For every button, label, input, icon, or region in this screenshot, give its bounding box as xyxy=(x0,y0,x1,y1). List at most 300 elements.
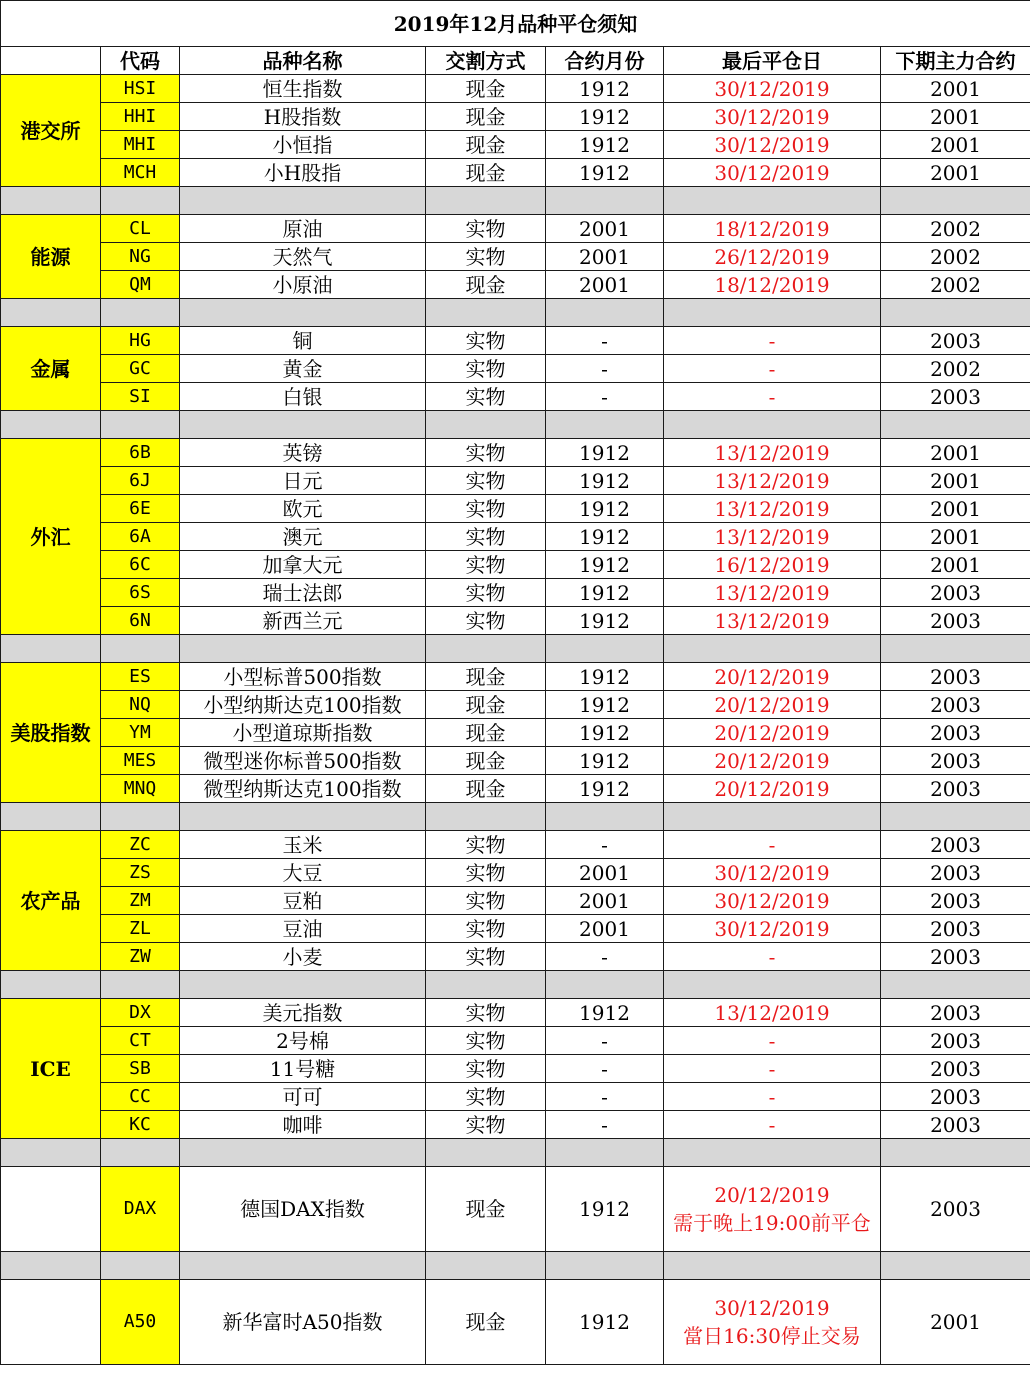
separator-cell xyxy=(664,1252,881,1280)
cell-last-date: 30/12/2019 xyxy=(664,131,881,159)
table-row xyxy=(1,691,1030,719)
separator-cell xyxy=(1,411,101,439)
table-row xyxy=(1,859,1030,887)
cell-name: 小型纳斯达克100指数 xyxy=(180,691,426,719)
cell-code: 6J xyxy=(101,467,180,495)
cell-month: 1912 xyxy=(546,1167,664,1252)
separator-cell xyxy=(1,299,101,327)
cell-code: ZL xyxy=(101,915,180,943)
cell-name: 德国DAX指数 xyxy=(180,1167,426,1252)
cell-code: ES xyxy=(101,663,180,691)
cell-code: DAX xyxy=(101,1167,180,1252)
cell-next-contract: 2003 xyxy=(881,915,1030,943)
last-date-note: 當日16:30停止交易 xyxy=(683,1324,861,1348)
cell-delivery: 现金 xyxy=(426,691,546,719)
cell-code: MCH xyxy=(101,159,180,187)
cell-last-date: 18/12/2019 xyxy=(664,271,881,299)
cell-name: 加拿大元 xyxy=(180,551,426,579)
table-row xyxy=(1,383,1030,411)
cell-name: 小型道琼斯指数 xyxy=(180,719,426,747)
cell-delivery: 实物 xyxy=(426,1027,546,1055)
category-label: 美股指数 xyxy=(1,663,101,803)
separator-cell xyxy=(426,971,546,999)
table-row xyxy=(1,131,1030,159)
cell-month: 1912 xyxy=(546,579,664,607)
table-row xyxy=(1,887,1030,915)
cell-delivery: 实物 xyxy=(426,943,546,971)
header-code: 代码 xyxy=(101,47,180,75)
separator-cell xyxy=(180,1252,426,1280)
cell-last-date: - xyxy=(664,943,881,971)
cell-delivery: 实物 xyxy=(426,1111,546,1139)
cell-next-contract: 2003 xyxy=(881,1083,1030,1111)
cell-month: 1912 xyxy=(546,103,664,131)
cell-next-contract: 2003 xyxy=(881,579,1030,607)
table-row xyxy=(1,831,1030,859)
category-label: 农产品 xyxy=(1,831,101,971)
cell-delivery: 现金 xyxy=(426,1167,546,1252)
cell-month: 1912 xyxy=(546,523,664,551)
cell-month: 2001 xyxy=(546,243,664,271)
separator-cell xyxy=(1,635,101,663)
cell-last-date: 20/12/2019 xyxy=(664,747,881,775)
cell-delivery: 实物 xyxy=(426,327,546,355)
cell-code: 6N xyxy=(101,607,180,635)
cell-delivery: 实物 xyxy=(426,915,546,943)
cell-month: 1912 xyxy=(546,495,664,523)
cell-delivery: 实物 xyxy=(426,859,546,887)
separator-cell xyxy=(180,411,426,439)
cell-next-contract: 2003 xyxy=(881,1167,1030,1252)
table-row xyxy=(1,495,1030,523)
separator-cell xyxy=(1,187,101,215)
cell-name: 咖啡 xyxy=(180,1111,426,1139)
separator-row xyxy=(1,299,1030,327)
separator-cell xyxy=(1,1252,101,1280)
cell-last-date: 20/12/2019 xyxy=(664,775,881,803)
cell-last-date: 13/12/2019 xyxy=(664,579,881,607)
cell-month: - xyxy=(546,943,664,971)
cell-delivery: 现金 xyxy=(426,1280,546,1365)
cell-next-contract: 2002 xyxy=(881,355,1030,383)
cell-month: 2001 xyxy=(546,215,664,243)
cell-month: 1912 xyxy=(546,747,664,775)
cell-next-contract: 2003 xyxy=(881,691,1030,719)
cell-name: H股指数 xyxy=(180,103,426,131)
cell-delivery: 实物 xyxy=(426,243,546,271)
separator-cell xyxy=(101,411,180,439)
separator-cell xyxy=(546,1252,664,1280)
cell-name: 天然气 xyxy=(180,243,426,271)
cell-code: SB xyxy=(101,1055,180,1083)
cell-code: MNQ xyxy=(101,775,180,803)
cell-next-contract: 2001 xyxy=(881,439,1030,467)
separator-cell xyxy=(881,635,1030,663)
cell-month: 2001 xyxy=(546,859,664,887)
cell-month: - xyxy=(546,327,664,355)
cell-last-date: - xyxy=(664,355,881,383)
table-row xyxy=(1,775,1030,803)
cell-delivery: 现金 xyxy=(426,103,546,131)
table-row xyxy=(1,103,1030,131)
table-row xyxy=(1,747,1030,775)
cell-code: HG xyxy=(101,327,180,355)
table-row xyxy=(1,999,1030,1027)
separator-cell xyxy=(664,299,881,327)
table-row xyxy=(1,159,1030,187)
separator-cell xyxy=(180,971,426,999)
cell-code: 6A xyxy=(101,523,180,551)
separator-cell xyxy=(426,635,546,663)
cell-code: MES xyxy=(101,747,180,775)
cell-month: 1912 xyxy=(546,1280,664,1365)
cell-last-date: 20/12/2019 xyxy=(664,719,881,747)
table-row xyxy=(1,1111,1030,1139)
cell-delivery: 现金 xyxy=(426,775,546,803)
separator-cell xyxy=(546,635,664,663)
cell-last-date: - xyxy=(664,1027,881,1055)
cell-name: 小H股指 xyxy=(180,159,426,187)
separator-cell xyxy=(546,803,664,831)
cell-month: 1912 xyxy=(546,607,664,635)
cell-next-contract: 2003 xyxy=(881,607,1030,635)
header-row xyxy=(1,47,1030,75)
cell-name: 澳元 xyxy=(180,523,426,551)
cell-month: 1912 xyxy=(546,691,664,719)
cell-last-date: 13/12/2019 xyxy=(664,495,881,523)
cell-name: 黄金 xyxy=(180,355,426,383)
cell-month: 1912 xyxy=(546,439,664,467)
cell-last-date: 30/12/2019 xyxy=(664,915,881,943)
cell-name: 日元 xyxy=(180,467,426,495)
cell-next-contract: 2003 xyxy=(881,1111,1030,1139)
separator-cell xyxy=(546,971,664,999)
cell-code: MHI xyxy=(101,131,180,159)
cell-code: ZS xyxy=(101,859,180,887)
cell-name: 原油 xyxy=(180,215,426,243)
category-label: 金属 xyxy=(1,327,101,411)
cell-month: 1912 xyxy=(546,467,664,495)
cell-next-contract: 2003 xyxy=(881,747,1030,775)
cell-delivery: 现金 xyxy=(426,159,546,187)
cell-next-contract: 2003 xyxy=(881,1027,1030,1055)
cell-next-contract: 2001 xyxy=(881,467,1030,495)
separator-row xyxy=(1,1139,1030,1167)
separator-cell xyxy=(180,187,426,215)
separator-cell xyxy=(664,635,881,663)
cell-last-date: - xyxy=(664,383,881,411)
cell-delivery: 现金 xyxy=(426,663,546,691)
table-row xyxy=(1,1083,1030,1111)
separator-row xyxy=(1,1252,1030,1280)
cell-delivery: 现金 xyxy=(426,719,546,747)
cell-code: NG xyxy=(101,243,180,271)
cell-last-date: - xyxy=(664,1083,881,1111)
cell-last-date: 18/12/2019 xyxy=(664,215,881,243)
cell-month: 2001 xyxy=(546,271,664,299)
separator-cell xyxy=(664,411,881,439)
cell-next-contract: 2003 xyxy=(881,887,1030,915)
table-row xyxy=(1,915,1030,943)
cell-code: QM xyxy=(101,271,180,299)
cell-code: ZW xyxy=(101,943,180,971)
cell-name: 2号棉 xyxy=(180,1027,426,1055)
table-row xyxy=(1,663,1030,691)
cell-last-date: 13/12/2019 xyxy=(664,523,881,551)
cell-next-contract: 2001 xyxy=(881,131,1030,159)
separator-cell xyxy=(101,187,180,215)
separator-cell xyxy=(1,803,101,831)
cell-name: 新西兰元 xyxy=(180,607,426,635)
separator-cell xyxy=(546,1139,664,1167)
cell-code: CL xyxy=(101,215,180,243)
category-label: 港交所 xyxy=(1,75,101,187)
table-row xyxy=(1,467,1030,495)
cell-delivery: 实物 xyxy=(426,495,546,523)
cell-delivery: 实物 xyxy=(426,215,546,243)
table-row xyxy=(1,579,1030,607)
cell-delivery: 现金 xyxy=(426,747,546,775)
cell-code: SI xyxy=(101,383,180,411)
separator-cell xyxy=(546,187,664,215)
cell-code: KC xyxy=(101,1111,180,1139)
separator-cell xyxy=(101,1139,180,1167)
table-row xyxy=(1,355,1030,383)
separator-cell xyxy=(664,971,881,999)
cell-name: 瑞士法郎 xyxy=(180,579,426,607)
cell-delivery: 现金 xyxy=(426,131,546,159)
table-row xyxy=(1,1027,1030,1055)
last-date-value: 20/12/2019 xyxy=(714,1183,830,1207)
cell-code: 6E xyxy=(101,495,180,523)
cell-next-contract: 2003 xyxy=(881,719,1030,747)
separator-cell xyxy=(426,1252,546,1280)
cell-delivery: 实物 xyxy=(426,887,546,915)
cell-next-contract: 2003 xyxy=(881,663,1030,691)
separator-cell xyxy=(664,803,881,831)
cell-delivery: 实物 xyxy=(426,831,546,859)
cell-name: 11号糖 xyxy=(180,1055,426,1083)
cell-month: - xyxy=(546,1083,664,1111)
cell-name: 英镑 xyxy=(180,439,426,467)
cell-code: CC xyxy=(101,1083,180,1111)
page-title: 2019年12月品种平仓须知 xyxy=(1,1,1030,47)
separator-cell xyxy=(881,1139,1030,1167)
cell-delivery: 实物 xyxy=(426,467,546,495)
cell-month: 1912 xyxy=(546,159,664,187)
cell-next-contract: 2003 xyxy=(881,327,1030,355)
table-row xyxy=(1,215,1030,243)
cell-month: 1912 xyxy=(546,131,664,159)
separator-cell xyxy=(180,803,426,831)
cell-delivery: 实物 xyxy=(426,607,546,635)
last-date-note: 需于晚上19:00前平仓 xyxy=(673,1211,871,1235)
cell-next-contract: 2003 xyxy=(881,859,1030,887)
table-row xyxy=(1,1167,1030,1252)
cell-last-date: 26/12/2019 xyxy=(664,243,881,271)
separator-cell xyxy=(881,971,1030,999)
cell-last-date xyxy=(664,1280,881,1365)
category-label: ICE xyxy=(1,999,101,1139)
cell-next-contract: 2002 xyxy=(881,271,1030,299)
cell-next-contract: 2003 xyxy=(881,999,1030,1027)
cell-delivery: 实物 xyxy=(426,1083,546,1111)
header-last-date: 最后平仓日 xyxy=(664,47,881,75)
table-row xyxy=(1,1280,1030,1365)
separator-cell xyxy=(101,971,180,999)
table-row xyxy=(1,943,1030,971)
cell-last-date: 13/12/2019 xyxy=(664,467,881,495)
cell-next-contract: 2001 xyxy=(881,159,1030,187)
cell-last-date: - xyxy=(664,831,881,859)
table-row xyxy=(1,439,1030,467)
cell-delivery: 实物 xyxy=(426,579,546,607)
cell-month: - xyxy=(546,1111,664,1139)
cell-delivery: 实物 xyxy=(426,999,546,1027)
separator-cell xyxy=(426,299,546,327)
cell-last-date: 30/12/2019 xyxy=(664,859,881,887)
cell-code: 6C xyxy=(101,551,180,579)
cell-last-date: 13/12/2019 xyxy=(664,439,881,467)
separator-row xyxy=(1,803,1030,831)
cell-code: A50 xyxy=(101,1280,180,1365)
cell-month: 1912 xyxy=(546,775,664,803)
cell-next-contract: 2001 xyxy=(881,551,1030,579)
cell-month: 2001 xyxy=(546,887,664,915)
cell-next-contract: 2001 xyxy=(881,495,1030,523)
table-row xyxy=(1,607,1030,635)
cell-next-contract: 2003 xyxy=(881,775,1030,803)
table-row xyxy=(1,327,1030,355)
separator-cell xyxy=(426,1139,546,1167)
cell-next-contract: 2001 xyxy=(881,75,1030,103)
separator-cell xyxy=(101,803,180,831)
cell-name: 小恒指 xyxy=(180,131,426,159)
cell-month: 1912 xyxy=(546,663,664,691)
separator-row xyxy=(1,411,1030,439)
cell-last-date: 30/12/2019 xyxy=(664,887,881,915)
cell-delivery: 实物 xyxy=(426,355,546,383)
cell-name: 铜 xyxy=(180,327,426,355)
cell-last-date: 13/12/2019 xyxy=(664,999,881,1027)
cell-next-contract: 2001 xyxy=(881,1280,1030,1365)
separator-cell xyxy=(546,411,664,439)
cell-name: 小型标普500指数 xyxy=(180,663,426,691)
last-date-value: 30/12/2019 xyxy=(714,1296,830,1320)
cell-last-date: - xyxy=(664,1111,881,1139)
separator-cell xyxy=(881,411,1030,439)
cell-last-date: 30/12/2019 xyxy=(664,75,881,103)
separator-cell xyxy=(664,1139,881,1167)
cell-code: NQ xyxy=(101,691,180,719)
cell-month: 1912 xyxy=(546,999,664,1027)
separator-cell xyxy=(881,803,1030,831)
header-blank xyxy=(1,47,101,75)
cell-code: 6S xyxy=(101,579,180,607)
separator-cell xyxy=(426,411,546,439)
cell-name: 玉米 xyxy=(180,831,426,859)
cell-name: 欧元 xyxy=(180,495,426,523)
header-next-contract: 下期主力合约 xyxy=(881,47,1030,75)
separator-cell xyxy=(180,635,426,663)
cell-code: 6B xyxy=(101,439,180,467)
cell-last-date xyxy=(664,1167,881,1252)
cell-name: 可可 xyxy=(180,1083,426,1111)
separator-cell xyxy=(881,187,1030,215)
cell-code: ZM xyxy=(101,887,180,915)
cell-next-contract: 2002 xyxy=(881,215,1030,243)
cell-month: 1912 xyxy=(546,75,664,103)
cell-name: 豆油 xyxy=(180,915,426,943)
cell-code: CT xyxy=(101,1027,180,1055)
cell-name: 小麦 xyxy=(180,943,426,971)
cell-next-contract: 2001 xyxy=(881,103,1030,131)
cell-last-date: 20/12/2019 xyxy=(664,691,881,719)
cell-last-date: - xyxy=(664,327,881,355)
cell-delivery: 实物 xyxy=(426,439,546,467)
cell-delivery: 实物 xyxy=(426,551,546,579)
cell-code: YM xyxy=(101,719,180,747)
category-label: 能源 xyxy=(1,215,101,299)
cell-month: - xyxy=(546,355,664,383)
cell-month: 1912 xyxy=(546,719,664,747)
separator-cell xyxy=(881,299,1030,327)
cell-next-contract: 2003 xyxy=(881,943,1030,971)
cell-month: 2001 xyxy=(546,915,664,943)
separator-row xyxy=(1,187,1030,215)
table-row xyxy=(1,1055,1030,1083)
cell-name: 大豆 xyxy=(180,859,426,887)
separator-cell xyxy=(101,1252,180,1280)
cell-month: - xyxy=(546,1055,664,1083)
separator-cell xyxy=(426,803,546,831)
cell-next-contract: 2002 xyxy=(881,243,1030,271)
separator-cell xyxy=(101,299,180,327)
table-row xyxy=(1,243,1030,271)
cell-last-date: 30/12/2019 xyxy=(664,103,881,131)
cell-code: HSI xyxy=(101,75,180,103)
cell-last-date: 16/12/2019 xyxy=(664,551,881,579)
separator-cell xyxy=(1,971,101,999)
separator-cell xyxy=(180,1139,426,1167)
table-row xyxy=(1,523,1030,551)
cell-next-contract: 2003 xyxy=(881,831,1030,859)
category-blank xyxy=(1,1280,101,1365)
separator-row xyxy=(1,635,1030,663)
cell-delivery: 现金 xyxy=(426,271,546,299)
table-row xyxy=(1,271,1030,299)
table-row xyxy=(1,719,1030,747)
cell-delivery: 实物 xyxy=(426,523,546,551)
cell-name: 美元指数 xyxy=(180,999,426,1027)
cell-month: - xyxy=(546,383,664,411)
cell-month: 1912 xyxy=(546,551,664,579)
category-blank xyxy=(1,1167,101,1252)
separator-cell xyxy=(180,299,426,327)
separator-cell xyxy=(664,187,881,215)
cell-name: 微型纳斯达克100指数 xyxy=(180,775,426,803)
header-name: 品种名称 xyxy=(180,47,426,75)
category-label: 外汇 xyxy=(1,439,101,635)
cell-delivery: 实物 xyxy=(426,1055,546,1083)
separator-cell xyxy=(1,1139,101,1167)
cell-last-date: - xyxy=(664,1055,881,1083)
cell-last-date: 20/12/2019 xyxy=(664,663,881,691)
cell-next-contract: 2001 xyxy=(881,523,1030,551)
header-month: 合约月份 xyxy=(546,47,664,75)
cell-last-date: 30/12/2019 xyxy=(664,159,881,187)
table-row xyxy=(1,75,1030,103)
